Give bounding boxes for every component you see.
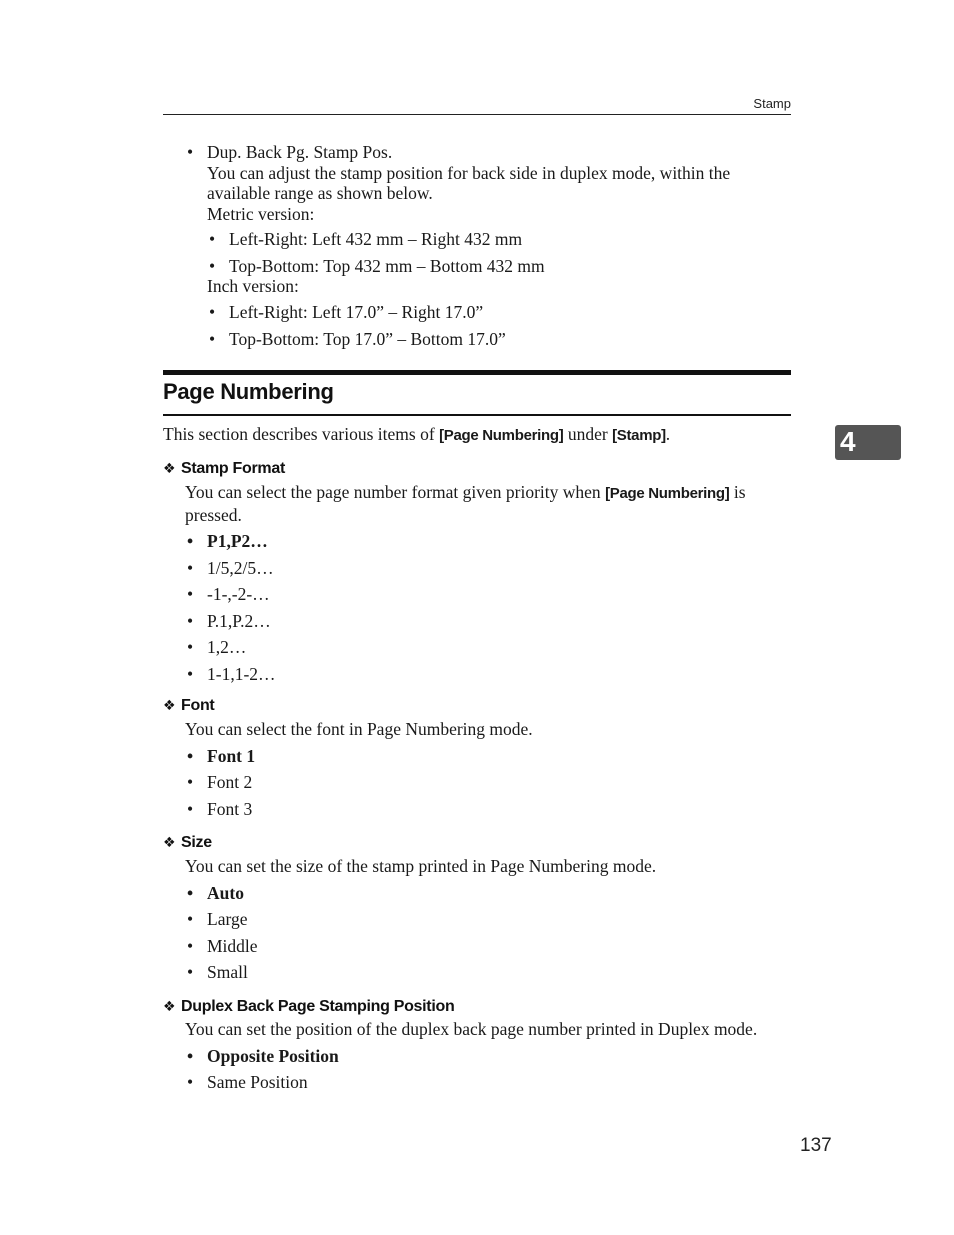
diamond-bullet-icon: ❖ xyxy=(163,697,176,713)
inch-item: • Left-Right: Left 17.0” – Right 17.0” xyxy=(207,302,791,329)
stamp-format-description: You can select the page number format given priority when [Page Numbering] is pressed. xyxy=(185,482,746,525)
section-top-bar xyxy=(163,370,791,375)
duplex-heading: ❖ Duplex Back Page Stamping Position xyxy=(163,998,455,1015)
stamp-format-option: • 1,2… xyxy=(185,637,791,664)
metric-label: Metric version: xyxy=(207,203,315,224)
section-title: Page Numbering xyxy=(163,379,334,404)
section-bottom-rule xyxy=(163,414,791,416)
dup-back-block xyxy=(163,142,791,349)
section-intro: This section describes various items of [Page Numbering] under [Stamp]. xyxy=(163,424,671,444)
diamond-bullet-icon: ❖ xyxy=(163,834,176,850)
diamond-bullet-icon: ❖ xyxy=(163,998,176,1014)
diamond-bullet-icon: ❖ xyxy=(163,460,176,476)
size-option: • Small xyxy=(185,962,791,989)
size-heading: ❖ Size xyxy=(163,834,212,851)
size-description: You can set the size of the stamp printed in Page Numbering mode. xyxy=(185,856,657,876)
chapter-tab xyxy=(835,425,901,460)
font-option: • Font 2 xyxy=(185,772,791,799)
stamp-format-option: • -1-,-2-… xyxy=(185,584,791,611)
size-option: • Auto xyxy=(185,883,791,910)
duplex-option: • Same Position xyxy=(185,1072,791,1099)
key-stamp: [Stamp] xyxy=(612,427,666,444)
duplex-block xyxy=(185,1019,791,1099)
size-option: • Middle xyxy=(185,936,791,963)
font-option: • Font 3 xyxy=(185,799,791,826)
font-description: You can select the font in Page Numbering mode. xyxy=(185,719,533,739)
dup-back-description: You can adjust the stamp position for back side in duplex mode, within the available range as shown below. xyxy=(207,162,731,203)
page-number: 137 xyxy=(800,1135,832,1156)
font-heading: ❖ Font xyxy=(163,697,215,714)
chapter-number: 4 xyxy=(840,426,856,457)
inch-item: • Top-Bottom: Top 17.0” – Bottom 17.0” xyxy=(207,329,791,350)
stamp-format-option: • 1-1,1-2… xyxy=(185,664,791,691)
metric-item: • Top-Bottom: Top 432 mm – Bottom 432 mm xyxy=(207,256,791,276)
size-option: • Large xyxy=(185,909,791,936)
key-page-numbering: [Page Numbering] xyxy=(439,427,564,444)
font-option: • Font 1 xyxy=(185,746,791,773)
metric-item: • Left-Right: Left 432 mm – Right 432 mm xyxy=(207,229,791,256)
size-block xyxy=(185,856,791,989)
stamp-format-heading: ❖ Stamp Format xyxy=(163,460,285,477)
stamp-format-option: • P1,P2… xyxy=(185,531,791,558)
header-rule xyxy=(163,114,791,115)
duplex-option: • Opposite Position xyxy=(185,1046,791,1073)
key-page-numbering: [Page Numbering] xyxy=(605,485,730,502)
font-block xyxy=(185,719,791,825)
dup-back-item xyxy=(185,142,791,349)
inch-label: Inch version: xyxy=(207,275,299,296)
dup-back-title: • Dup. Back Pg. Stamp Pos. xyxy=(207,142,393,162)
stamp-format-option: • P.1,P.2… xyxy=(185,611,791,638)
running-header: Stamp xyxy=(753,96,791,111)
duplex-description: You can set the position of the duplex back page number printed in Duplex mode. xyxy=(185,1019,758,1039)
stamp-format-option: • 1/5,2/5… xyxy=(185,558,791,585)
stamp-format-block xyxy=(185,482,791,690)
